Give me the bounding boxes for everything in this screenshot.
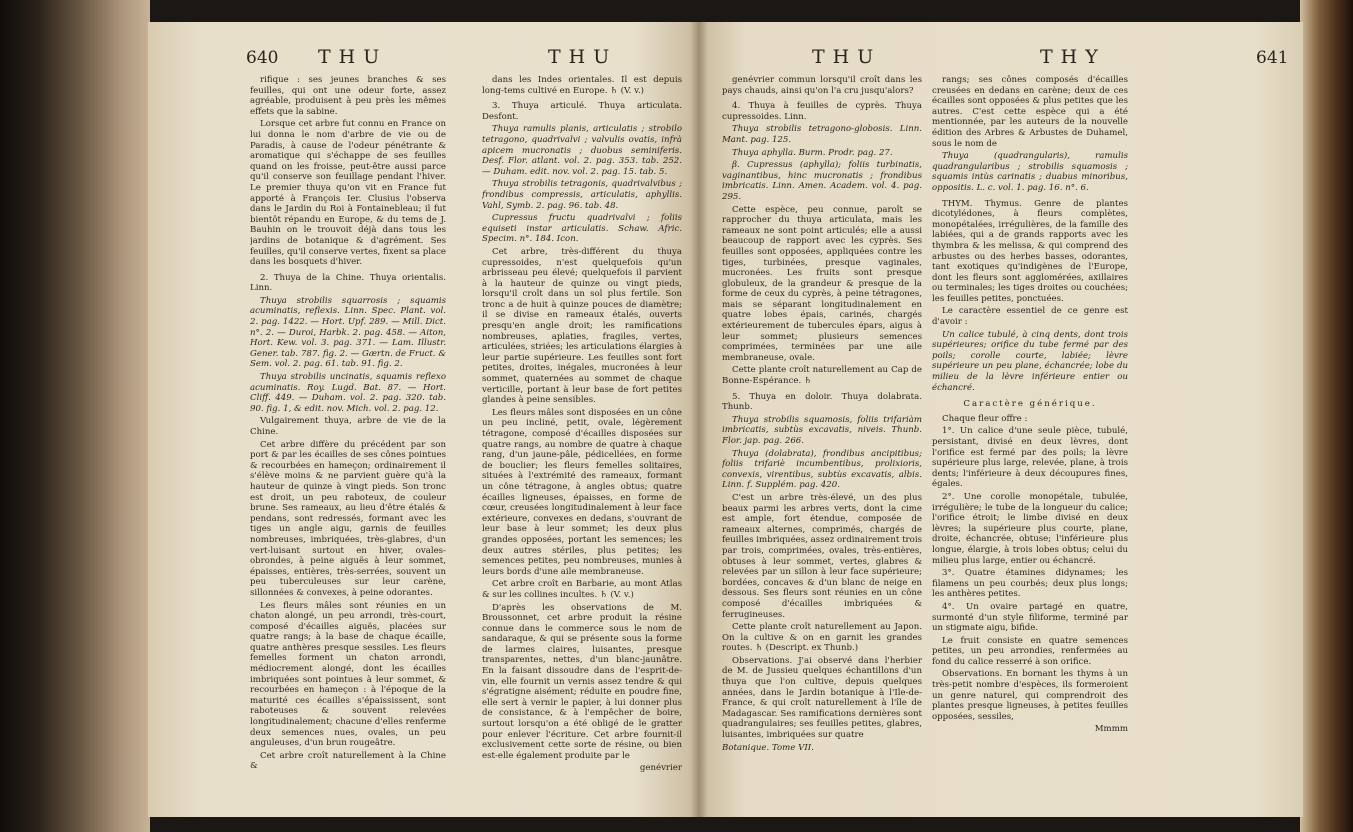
left-page-number: 640 xyxy=(246,48,279,68)
citation: Thuya aphylla. Burm. Prodr. pag. 27. xyxy=(732,147,893,158)
left-book-edge xyxy=(0,0,150,832)
citation: Thuya strobilis tetragonis, quadrivalvibus ; frondibus compressis, articulatis, aphyllis. Vahl, Symb. 2. pag. 96. tab. 48. xyxy=(482,179,682,211)
paragraph: rangs; ses cônes composés d'écailles creusées en dedans en carène; deux de ces écailles sont opposées & plus petites que les autres. C'est cette espèce qui a été mentionnée, par les auteurs de la nouvelle édition des Arbres & Arbustes de Duhamel, sous le nom de xyxy=(932,75,1128,149)
left-headword-col2: THU xyxy=(548,46,618,68)
paragraph: C'est un arbre très-élevé, un des plus beaux parmi les arbres verts, dont la cime est ample, fort étendue, composée de rameaux alternes, comprimés, chargés de feuilles imbriquées, assez ordinairement trois par trois, comprimées, ovales, très-entières, obtuses à leur sommet, vertes, glabres & relevées par un sillon à leur face supérieure; bordées, concaves & d'un blanc de neige en dessous. Ses fleurs sont réunies en un cône composé d'écailles imbriquées & ferrugineuses. xyxy=(722,492,922,620)
paragraph: rifique : ses jeunes branches & ses feuilles, qui ont une odeur forte, assez agréable, produisent à peu près les mêmes effets que la sabine. xyxy=(250,75,446,117)
paragraph: Cette plante croît naturellement au Japon. On la cultive & on en garnit les grandes routes. ♄ (Descript. ex Thunb.) xyxy=(722,622,922,654)
right-headword-thu: THU xyxy=(812,46,882,68)
right-page-number: 641 xyxy=(1256,48,1289,68)
paragraph: Cette plante croît naturellement au Cap de Bonne-Espérance. ♄ xyxy=(722,365,922,387)
left-page-column-2 xyxy=(482,75,682,790)
left-page-column-1 xyxy=(250,75,446,790)
paragraph: Cette espèce, peu connue, paroît se rapprocher du thuya articulata, mais les rameaux ne sont point articulés; elle a aussi beaucoup de rapport avec les cyprès. Ses feuilles sont opposées, appliquées contre les tiges, turbinées, presque vaginales, mucronées. Les fruits sont presque globuleux, de la grandeur & presque de la forme de ceux du cyprès, à peine tétragones, mais se séparant longitudinalement en quatre lobes épais, carinés, chargés extérieurement de tubercules épars, aigus à leur sommet; plusieurs semences comprimées, terminées par une aile membraneuse, ovale. xyxy=(722,204,922,363)
paragraph: Cet arbre croît naturellement à la Chine & xyxy=(250,750,446,772)
citation: β. Cupressus (aphylla); foliis turbinatis, vaginantibus, hinc mucronatis ; frondibus imbricatis. Linn. Amen. Academ. vol. 4. pag. 295. xyxy=(722,160,922,202)
signature-mark: Mmmm xyxy=(1094,724,1128,735)
right-book-edge xyxy=(1300,0,1353,832)
paragraph: Cet arbre diffère du précédent par son port & par les écailles de ses cônes pointues & recourbées en hameçon; ordinairement il s'élève moins & ne parvient guère qu'à la hauteur de quinze à vingt pieds. Son tronc est droit, un peu raboteux, de couleur brune. Ses rameaux, au lieu d'être étalés & pendans, sont redressés, formant avec les tiges un angle aigu, garnis de feuilles nombreuses, imbriquées, très-glabres, d'un vert-luisant surtout en hiver, ovales-obrondes, à peine aiguës à leur sommet, épaisses, entières, très-serrées, souvent un peu tuberculeuses sur leur carène, sillonnées & convexes, à peine odorantes. xyxy=(250,439,446,598)
paragraph: Chaque fleur offre : xyxy=(942,413,1028,424)
paragraph: genévrier commun lorsqu'il croît dans les pays chauds, ainsi qu'on l'a cru jusqu'alors? xyxy=(722,75,922,96)
book-gutter xyxy=(690,22,708,817)
catchword: genévrier xyxy=(639,763,682,774)
essential-character: Un calice tubulé, à cinq dents, dont trois supérieures; orifice du tube fermé par des poils; corolle courte, labiée; lèvre supérieure un peu plane, échancrée; lobe du milieu de la lèvre inférieure entier ou échancré. xyxy=(932,329,1128,393)
species-heading: 5. Thuya en doloir. Thuya dolabrata. Thunb. xyxy=(722,391,922,413)
paragraph: Cet arbre, très-différent du thuya cupressoides, n'est quelquefois qu'un arbrisseau peu élevé; quelquefois il parvient à la hauteur de quinze ou vingt pieds, lorsqu'il croît dans un sol plus fertile. Son tronc a de huit à quinze pouces de diamètre; il se divise en rameaux étalés, ouverts presqu'en angle droit; les ramifications nombreuses, aplaties, fragiles, vertes, articulées, striées; les articulations élargies à leur partie supérieure. Les feuilles sont fort petites, droites, inégales, mucronées à leur sommet, quaternées au sommet de chaque verticille, portant à leur base de fort petites glandes à peine sensibles. xyxy=(482,246,682,406)
paragraph: Le caractère essentiel de ce genre est d'avoir : xyxy=(932,306,1128,328)
paragraph: Observations. J'ai observé dans l'herbier de M. de Jussieu quelques échantillons d'un thuya que l'on cultive, depuis quelques années, dans le Jardin botanique à l'Ile-de-France, & qui croît naturellement à l'île de Madagascar. Ses ramifications dernières sont quadrangulaires; ses feuilles petites, glabres, luisantes, imbriquées sur quatre xyxy=(722,655,922,741)
paragraph: Vulgairement thuya, arbre de vie de la Chine. xyxy=(250,416,446,437)
volume-signature: Botanique. Tome VII. xyxy=(722,742,814,753)
left-headword-col1: THU xyxy=(318,46,388,68)
citation: Thuya (dolabrata), frondibus ancipitibus; foliis trifariè incumbentibus, prolixioris, convexis, virentibus, subtùs excavatis, albis. Linn. f. Supplém. pag. 420. xyxy=(722,448,922,491)
paragraph: Cet arbre croît en Barbarie, au mont Atlas & sur les collines incultes. ♄ (V. v.) xyxy=(482,579,682,600)
paragraph: 2°. Une corolle monopétale, tubulée, irrégulière; le tube de la longueur du calice; l'orifice étroit; le limbe divisé en deux lèvres; la supérieure plus courte, plane, droite, échancrée, obtuse; l'inférieure plus longue, élargie, à trois lobes obtus; celui du milieu plus large, entier ou échancré. xyxy=(932,491,1128,566)
citation: Thuya strobilis tetragono-globosis. Linn. Mant. pag. 125. xyxy=(722,124,922,145)
paragraph: Le fruit consiste en quatre semences petites, un peu arrondies, renfermées au fond du calice resserré à son orifice. xyxy=(932,635,1128,667)
citation: Thuya strobilis squarrosis ; squamis acuminatis, reflexis. Linn. Spec. Plant. vol. 2. pag. 1422. — Hort. Upf. 289. — Mill. Dict. n°. 2. — Duroi, Harbk. 2. pag. 458. — Aiton, Hort. Kew. vol. 3. pag. 371. — Lam. Illustr. Gener. tab. 787. fig. 2. — Gærtn. de Fruct. & Sem. vol. 2. pag. 61. tab. 91. fig. 2. xyxy=(250,295,446,370)
genus-entry: THYM. Thymus. Genre de plantes dicotylédones, à fleurs complètes, monopétalées, irrégulières, de la famille des labiées, qui a de grands rapports avec les thymbra & les melissa, & qui comprend des arbustes ou des herbes basses, odorantes, tant exotiques qu'indigènes de l'Europe, dont les fleurs sont agglomérées, axillaires ou terminales; les tiges droites ou couchées; les feuilles petites, ponctuées. xyxy=(932,198,1128,304)
right-headword-thy: THY xyxy=(1040,46,1106,68)
species-heading: 4. Thuya à feuilles de cyprès. Thuya cupressoides. Linn. xyxy=(722,101,922,122)
paragraph: Les fleurs mâles sont réunies en un chaton alongé, un peu arrondi, très-court, composé d'écailles aiguës, placées sur quatre rangs; à la base de chaque écaille, quatre anthères presque sessiles. Les fleurs femelles forment un chaton arrondi, médiocrement alongé, dont les écailles imbriquées sont pointues à leur sommet, & recourbées en hameçon : à l'époque de la maturité ces écailles s'épaississent, sont raboteuses & souvent relevées longitudinalement; chacune d'elles renferme deux semences nues, ovales, un peu anguleuses, d'un brun rougeâtre. xyxy=(250,600,446,749)
paragraph: Observations. En bornant les thyms à un très-petit nombre d'espèces, ils formeroient un genre naturel, qui comprendroit des plantes presque ligneuses, à petites feuilles opposées, sessiles, xyxy=(932,669,1128,722)
citation: Thuya strobilis squamosis, foliis trifariàm imbricatis, subtùs excavatis, niveis. Thunb. Flor. jap. pag. 266. xyxy=(722,414,922,446)
citation: Thuya strobilis uncinatis, squamis reflexo acuminatis. Roy. Lugd. Bat. 87. — Hort. Cliff. 449. — Duham. vol. 2. pag. 320. tab. 90. fig. 1, & edit. nov. Mich. vol. 2. pag. 12. xyxy=(250,372,446,414)
section-heading: Caractère générique. xyxy=(963,399,1097,410)
paragraph: 3°. Quatre étamines didynames; les filamens un peu courbés; deux plus longs; les anthères petites. xyxy=(932,568,1128,600)
paragraph: dans les Indes orientales. Il est depuis long-tems cultivé en Europe. ♄ (V. v.) xyxy=(482,75,682,96)
paragraph: 4°. Un ovaire partagé en quatre, surmonté d'un style filiforme, terminé par un stigmate aigu, bifide. xyxy=(932,601,1128,634)
species-heading: 2. Thuya de la Chine. Thuya orientalis. Linn. xyxy=(250,272,446,294)
right-page-column-1 xyxy=(722,75,922,790)
paragraph: Les fleurs mâles sont disposées en un cône un peu incliné, petit, ovale, légèrement tétragone, composé d'écailles disposées sur quatre rangs, au nombre de quatre à chaque rang, d'un jaune-pâle, pédicellées, en forme de bouclier; les fleurs femelles solitaires, situées à l'extrémité des rameaux, formant un cône tétragone, à angles obtus; quatre écailles ligneuses, épaisses, en forme de cœur, creusées longitudinalement à leur face extérieure, convexes en dedans, s'ouvrant de leur base à leur sommet; les deux plus grandes opposées, portant les semences; les deux autres stériles, plus petites; les semences petites, peu nombreuses, munies à leurs bords d'une aile membraneuse. xyxy=(482,407,682,577)
paragraph: Lorsque cet arbre fut connu en France on lui donna le nom d'arbre de vie ou de Paradis, à cause de l'odeur pénétrante & aromatique qui s'échappe de ses feuilles quand on les froisse, peut-être aussi parce qu'il conserve son feuillage pendant l'hiver. Le premier thuya qu'on vit en France fut apporté à François Ier. Clusius l'observa dans le Jardin du Roi à Fontainebleau; il fut bientôt répandu en Europe, & du tems de J. Bauhin on le trouvoit déjà dans tous les jardins de botanique & d'agrément. Ses feuilles, qu'il conserve vertes, fixent sa place dans les bosquets d'hiver. xyxy=(250,119,446,268)
citation: Thuya ramulis planis, articulatis ; strobilo tetragono, quadrivalvi ; valvulis ovatis, infrà apicem mucronatis ; duobus seminiferis. Desf. Flor. atlant. vol. 2. pag. 353. tab. 252. — Duham. edit. nov. vol. 2. pag. 15. tab. 5. xyxy=(482,124,682,177)
paragraph: D'après les observations de M. Broussonnet, cet arbre produit la résine connue dans le commerce sous le nom de sandaraque, & qui se présente sous la forme de larmes claires, luisantes, presque transparentes, nettes, d'un blanc-jaunâtre. En la faisant dissoudre dans de l'esprit-de-vin, elle fournit un vernis assez tendre & qui s'égratigne aisément; réduite en poudre fine, elle sert à vernir le papier, à lui donner plus de consistance, & à l'empêcher de boire, surtout lorsqu'on a été obligé de le gratter pour enlever l'écriture. Cet arbre fournit-il exclusivement cette sorte de résine, ou bien est-elle également produite par le xyxy=(482,602,682,761)
right-page-column-2 xyxy=(932,75,1128,790)
paragraph: 1°. Un calice d'une seule pièce, tubulé, persistant, divisé en deux lèvres, dont l'orifice est fermé par des poils; la lèvre supérieure plus large, relevée, plane, à trois dents; l'inférieure à deux découpures fines, égales. xyxy=(932,426,1128,490)
species-heading: 3. Thuya articulé. Thuya articulata. Desfont. xyxy=(482,101,682,122)
citation: Thuya (quadrangularis), ramulis quadrangularibus ; strobilis squamosis ; squamis intùs carinatis ; duabus minoribus, oppositis. L. c. vol. 1. pag. 16. n°. 6. xyxy=(932,151,1128,193)
citation: Cupressus fructu quadrivalvi ; foliis equiseti instar articulatis. Schaw. Afric. Specim. n°. 184. Icon. xyxy=(482,213,682,245)
